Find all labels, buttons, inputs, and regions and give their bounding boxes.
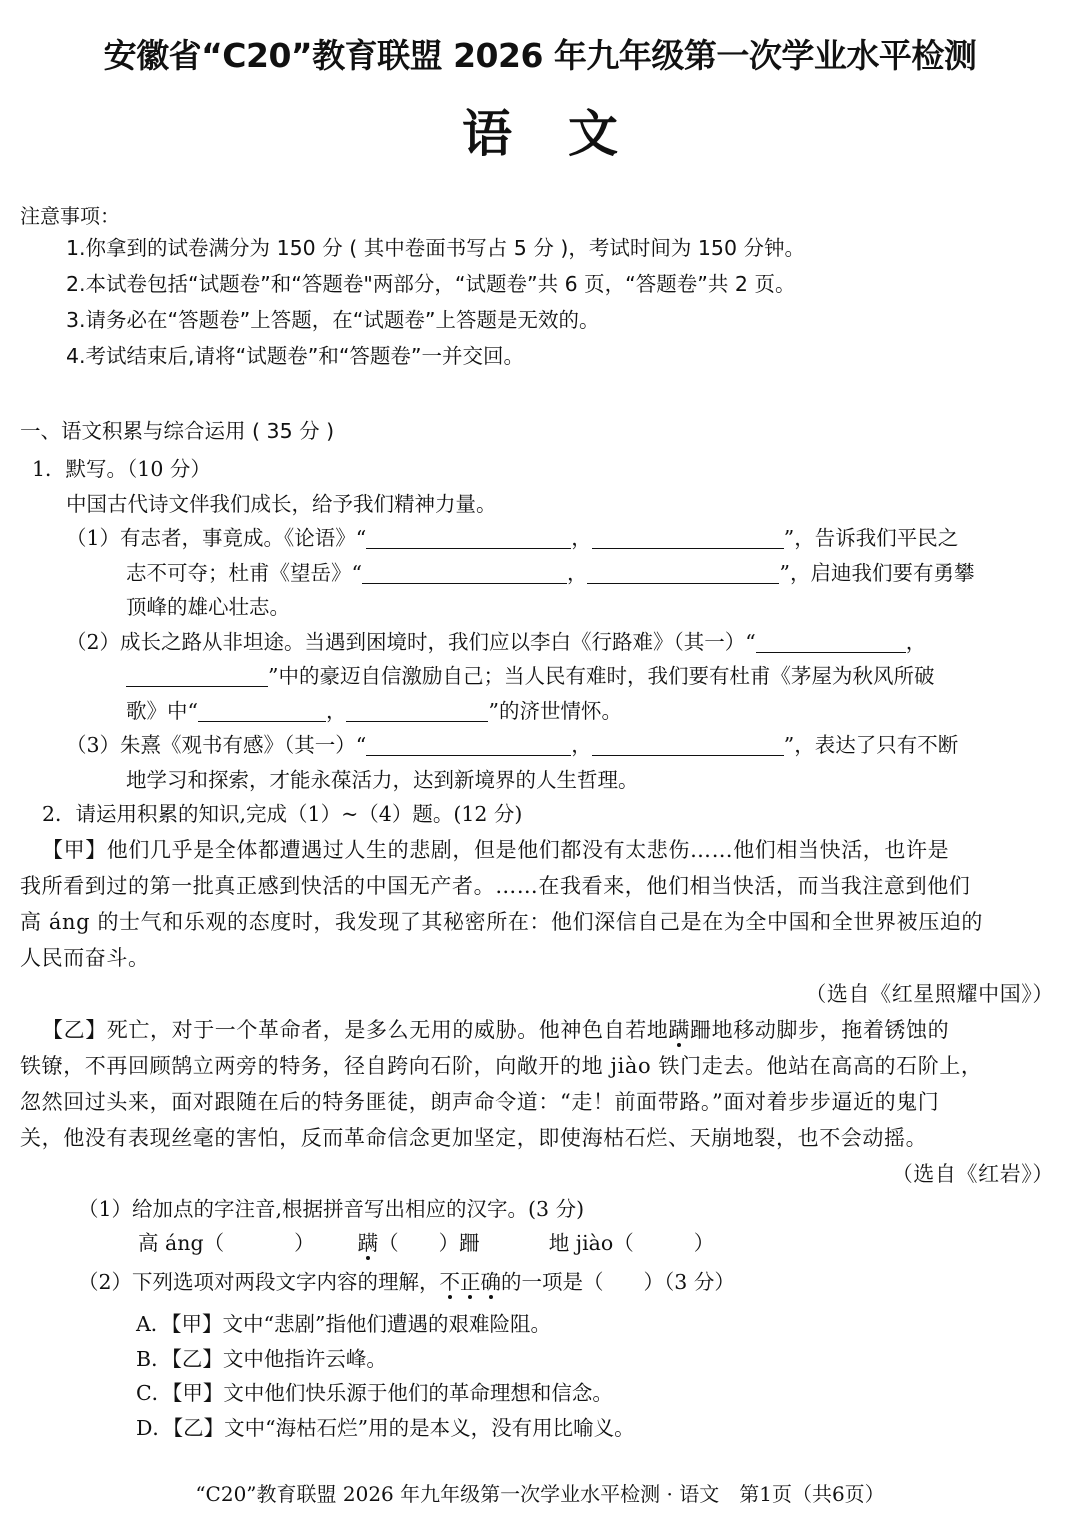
q2-sub2: （2）下列选项对两段文字内容的理解，不正确的一项是（ ）（3 分） bbox=[78, 1269, 735, 1294]
passage-line: 我所看到过的第一批真正感到快活的中国无产者。……在我看来，他们相当快活，而当我注意到他们 bbox=[20, 873, 971, 898]
passage-yi bbox=[20, 1012, 1064, 1192]
q1-title: 1．默写。（10 分） bbox=[32, 457, 211, 481]
section-heading: 一、语文积累与综合运用 ( 35 分 ) bbox=[20, 419, 335, 443]
q2-sub1: （1）给加点的字注音,根据拼音写出相应的汉字。(3 分) bbox=[78, 1196, 585, 1221]
passage-line: 忽然回过头来，面对跟随在后的特务匪徒，朗声命令道：“走！前面带路。”面对着步步逼近的鬼门 bbox=[20, 1089, 940, 1114]
option-b: B．【乙】文中他指许云峰。 bbox=[136, 1346, 387, 1371]
q1-part2-line3: 歌》中“ ， ”的济世情怀。 bbox=[126, 698, 622, 723]
q1-part1-line2: 志不可夺；杜甫《望岳》“ ， ”，启迪我们要有勇攀 bbox=[126, 560, 975, 585]
notice-heading: 注意事项： bbox=[20, 204, 120, 228]
passage-line: 关，他没有表现丝毫的害怕，反而革命信念更加坚定，即使海枯石烂、天崩地裂，也不会动摇。 bbox=[20, 1125, 928, 1150]
notice-list bbox=[66, 230, 805, 374]
q2-sub1-answers: 高 áng（ ） 蹒（ ）跚 地 jiào（ ） bbox=[138, 1231, 715, 1255]
dotted-char: 蹒 bbox=[668, 1017, 691, 1042]
answer-blank[interactable] bbox=[366, 526, 571, 549]
subject-heading: 语文 bbox=[462, 105, 674, 163]
q1-part3-line1: （3）朱熹《观书有感》（其一）“ ， ”，表达了只有不断 bbox=[66, 733, 959, 757]
answer-blank[interactable] bbox=[126, 664, 268, 687]
dotted-char: 蹒 bbox=[357, 1231, 379, 1255]
dotted-char: 正 bbox=[460, 1269, 481, 1294]
option-a: A．【甲】文中“悲剧”指他们遭遇的艰难险阻。 bbox=[136, 1312, 552, 1336]
options-list bbox=[20, 1307, 1064, 1445]
answer-blank[interactable] bbox=[756, 630, 906, 653]
passage-line: 【甲】他们几乎是全体都遭遇过人生的悲剧，但是他们都没有太悲伤……他们相当快活，也许是 bbox=[42, 837, 950, 862]
answer-blank[interactable] bbox=[346, 699, 488, 722]
notice-item: 1.你拿到的试卷满分为 150 分 ( 其中卷面书写占 5 分 )，考试时间为 150 分钟。 bbox=[66, 236, 805, 260]
option-c: C．【甲】文中他们快乐源于他们的革命理想和信念。 bbox=[136, 1381, 613, 1405]
question-body bbox=[20, 452, 1064, 1445]
answer-blank[interactable] bbox=[366, 733, 571, 756]
passage-source: （选自《红星照耀中国》） bbox=[805, 981, 1054, 1006]
q1-part3-line2: 地学习和探索，才能永葆活力，达到新境界的人生哲理。 bbox=[126, 767, 639, 792]
notice-item: 4.考试结束后,请将“试题卷”和“答题卷”一并交回。 bbox=[66, 344, 525, 368]
notice-item: 3.请务必在“答题卷”上答题，在“试题卷”上答题是无效的。 bbox=[66, 308, 600, 332]
passage-line: 铁镣，不再回顾鹄立两旁的特务，径自跨向石阶，向敞开的地 jiào 铁门走去。他站在高高的石阶上， bbox=[20, 1053, 983, 1078]
dotted-char: 不 bbox=[439, 1269, 461, 1294]
answer-blank[interactable] bbox=[587, 561, 779, 584]
q2-title: 2．请运用积累的知识,完成（1）~（4）题。(12 分) bbox=[42, 802, 523, 826]
passage-line: 高 áng 的士气和乐观的态度时，我发现了其秘密所在：他们深信自己是在为全中国和全世界被压迫的 bbox=[20, 909, 984, 934]
option-d: D．【乙】文中“海枯石烂”用的是本义，没有用比喻义。 bbox=[136, 1415, 635, 1440]
answer-blank[interactable] bbox=[592, 526, 784, 549]
page-footer: “C20”教育联盟 2026 年九年级第一次学业水平检测 · 语文 第1页（共6页） bbox=[195, 1482, 885, 1506]
dotted-char: 确 bbox=[480, 1269, 502, 1294]
passage-line: 人民而奋斗。 bbox=[20, 945, 150, 970]
q1-part2-line1: （2）成长之路从非坦途。当遇到困境时，我们应以李白《行路难》（其一）“ ， bbox=[66, 629, 927, 654]
notice-item: 2.本试卷包括“试题卷”和“答题卷"两部分，“试题卷”共 6 页，“答题卷”共 2 页。 bbox=[66, 272, 796, 296]
passage-source: （选自《红岩》） bbox=[891, 1161, 1054, 1186]
q1-part1-line3: 顶峰的雄心壮志。 bbox=[126, 595, 290, 619]
answer-blank[interactable] bbox=[592, 733, 784, 756]
q1-part2-line2: ”中的豪迈自信激励自己；当人民有难时，我们要有杜甫《茅屋为秋风所破 bbox=[20, 659, 1064, 694]
q1-intro: 中国古代诗文伴我们成长，给予我们精神力量。 bbox=[66, 491, 497, 516]
answer-blank[interactable] bbox=[362, 561, 567, 584]
q1-part1-line1: （1）有志者，事竟成。《论语》“ ， ”，告诉我们平民之 bbox=[66, 526, 959, 550]
passage-line: 【乙】死亡，对于一个革命者，是多么无用的威胁。他神色自若地蹒跚地移动脚步，拖着锈蚀的 bbox=[42, 1017, 950, 1042]
passage-jia bbox=[20, 832, 1064, 1012]
exam-title: 安徽省“C20”教育联盟 2026 年九年级第一次学业水平检测 bbox=[103, 36, 977, 75]
answer-blank[interactable] bbox=[198, 699, 326, 722]
